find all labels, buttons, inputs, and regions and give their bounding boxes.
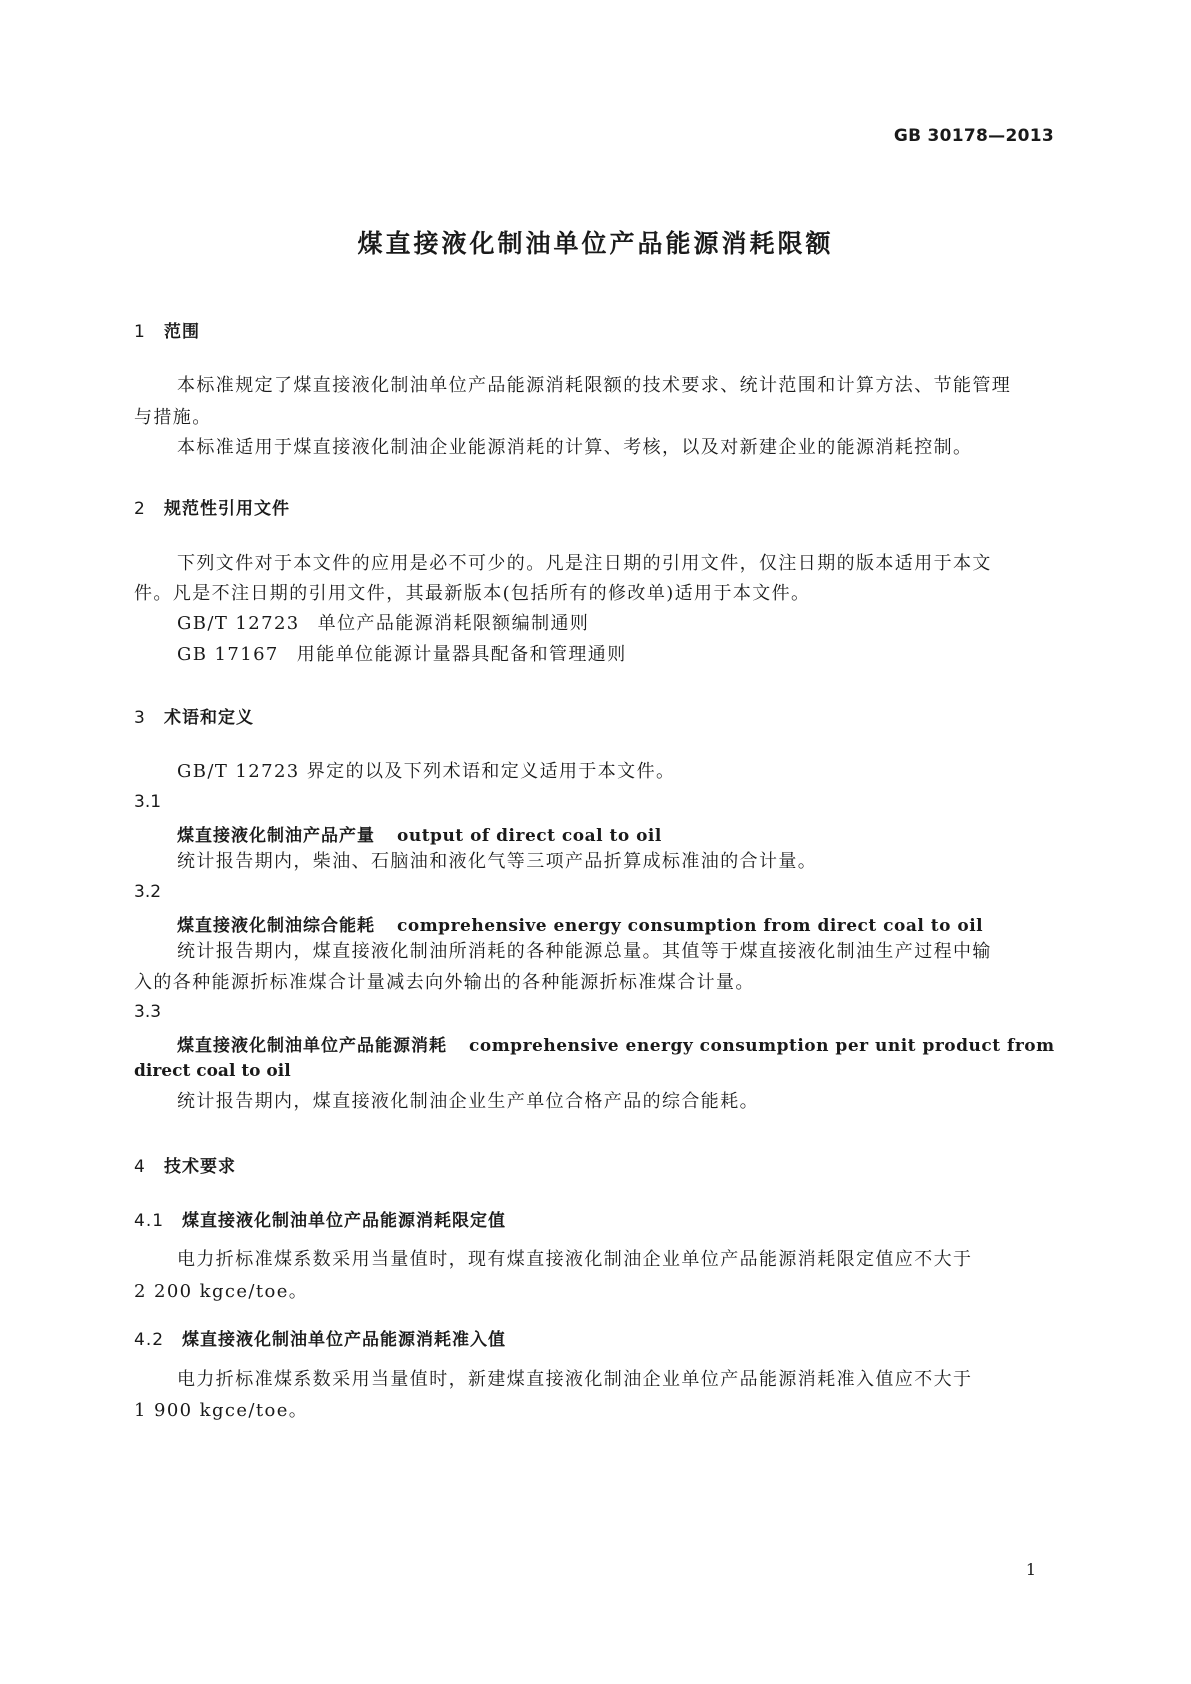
section-title: 规范性引用文件 xyxy=(164,499,290,519)
section-title: 术语和定义 xyxy=(164,708,254,728)
normative-reference xyxy=(177,639,627,671)
section-2-heading xyxy=(134,494,290,519)
section-1-heading xyxy=(134,317,200,342)
section-number: 2 xyxy=(134,499,146,519)
term-heading xyxy=(177,1031,1055,1056)
subsection-title: 煤直接液化制油单位产品能源消耗准入值 xyxy=(182,1330,506,1350)
section-4-heading xyxy=(134,1152,236,1177)
term-number: 3.1 xyxy=(134,792,162,812)
section-number: 4 xyxy=(134,1157,146,1177)
standard-code: GB 30178—2013 xyxy=(893,126,1054,146)
paragraph-line: 件。凡是不注日期的引用文件，其最新版本(包括所有的修改单)适用于本文件。 xyxy=(134,583,811,604)
term-definition: 统计报告期内，煤直接液化制油所消耗的各种能源总量。其值等于煤直接液化制油生产过程中输 xyxy=(177,941,992,962)
section-title: 范围 xyxy=(164,322,200,342)
term-number: 3.3 xyxy=(134,1002,162,1022)
paragraph-line: 2 200 kgce/toe。 xyxy=(134,1281,309,1302)
reference-title: 用能单位能源计量器具配备和管理通则 xyxy=(296,644,627,665)
paragraph-line: 1 900 kgce/toe。 xyxy=(134,1400,309,1421)
paragraph-line: 与措施。 xyxy=(134,407,212,428)
term-definition: 统计报告期内，煤直接液化制油企业生产单位合格产品的综合能耗。 xyxy=(177,1091,759,1112)
paragraph-line: 下列文件对于本文件的应用是必不可少的。凡是注日期的引用文件，仅注日期的版本适用于本文 xyxy=(177,553,992,574)
subsection-number: 4.1 xyxy=(134,1211,165,1231)
section-number: 3 xyxy=(134,708,146,728)
paragraph-line: 电力折标准煤系数采用当量值时，现有煤直接液化制油企业单位产品能源消耗限定值应不大于 xyxy=(177,1249,973,1270)
reference-code: GB/T 12723 xyxy=(177,613,300,634)
normative-reference xyxy=(177,608,589,640)
term-definition: 统计报告期内，柴油、石脑油和液化气等三项产品折算成标准油的合计量。 xyxy=(177,851,818,872)
section-3-heading xyxy=(134,703,254,728)
reference-code: GB 17167 xyxy=(177,644,279,665)
subsection-title: 煤直接液化制油单位产品能源消耗限定值 xyxy=(182,1211,506,1231)
term-zh: 煤直接液化制油综合能耗 xyxy=(177,916,375,936)
term-en: comprehensive energy consumption from direct coal to oil xyxy=(397,916,984,936)
subsection-4-2-heading xyxy=(134,1325,506,1350)
term-heading xyxy=(177,911,983,936)
term-en: output of direct coal to oil xyxy=(397,826,662,846)
paragraph-line: GB/T 12723 界定的以及下列术语和定义适用于本文件。 xyxy=(177,761,676,782)
paragraph-line: 电力折标准煤系数采用当量值时，新建煤直接液化制油企业单位产品能源消耗准入值应不大于 xyxy=(177,1369,973,1390)
paragraph-line: 本标准适用于煤直接液化制油企业能源消耗的计算、考核，以及对新建企业的能源消耗控制。 xyxy=(177,437,973,458)
section-title: 技术要求 xyxy=(164,1157,236,1177)
term-zh: 煤直接液化制油产品产量 xyxy=(177,826,375,846)
term-en-continued: direct coal to oil xyxy=(134,1061,291,1081)
section-number: 1 xyxy=(134,322,146,342)
reference-title: 单位产品能源消耗限额编制通则 xyxy=(317,613,590,634)
page-number: 1 xyxy=(1025,1560,1036,1579)
term-number: 3.2 xyxy=(134,882,162,902)
term-zh: 煤直接液化制油单位产品能源消耗 xyxy=(177,1036,447,1056)
term-heading xyxy=(177,821,662,846)
term-definition: 入的各种能源折标准煤合计量减去向外输出的各种能源折标准煤合计量。 xyxy=(134,972,755,993)
paragraph-line: 本标准规定了煤直接液化制油单位产品能源消耗限额的技术要求、统计范围和计算方法、节能管理 xyxy=(177,375,1012,396)
term-en: comprehensive energy consumption per unit product from xyxy=(469,1036,1055,1056)
document-title: 煤直接液化制油单位产品能源消耗限额 xyxy=(357,229,834,258)
subsection-number: 4.2 xyxy=(134,1330,165,1350)
subsection-4-1-heading xyxy=(134,1206,506,1231)
